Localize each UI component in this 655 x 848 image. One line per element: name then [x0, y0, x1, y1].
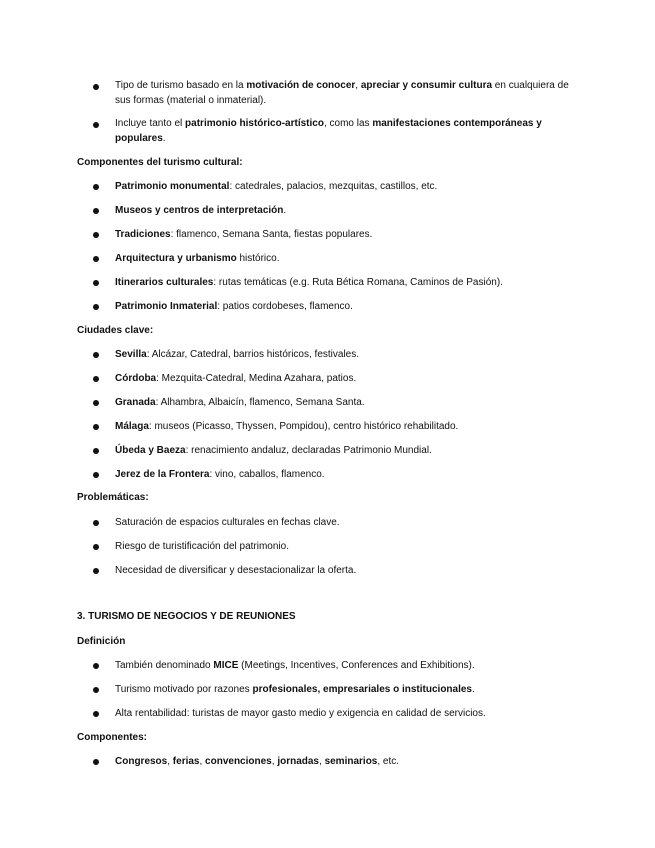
bold-text: Patrimonio monumental — [115, 181, 230, 192]
text-segment: : renacimiento andaluz, declaradas Patrimonio Mundial. — [185, 445, 432, 456]
section-heading-componentes-negocios: Componentes: — [77, 732, 147, 743]
bullet-icon — [93, 376, 99, 382]
bold-text: motivación de conocer — [246, 80, 356, 91]
text-segment: , etc. — [377, 756, 400, 767]
list-item — [115, 515, 585, 530]
bullet-icon — [93, 448, 99, 454]
list-item — [115, 658, 585, 673]
list-item — [115, 227, 585, 242]
text-segment: : rutas temáticas (e.g. Ruta Bética Romana, Caminos de Pasión). — [213, 277, 503, 288]
bold-text: profesionales, empresariales o institucionales — [252, 684, 472, 695]
bold-text: Úbeda y Baeza — [115, 445, 186, 456]
list-item — [115, 275, 585, 290]
bullet-icon — [93, 304, 99, 310]
bullet-icon — [93, 568, 99, 574]
text-segment: , como las — [323, 118, 373, 129]
list-item — [115, 443, 585, 458]
text-segment: , — [355, 80, 361, 91]
text-segment: . — [283, 205, 287, 216]
bullet-icon — [93, 711, 99, 717]
text-segment: , — [199, 756, 206, 767]
bold-text: Museos y centros de interpretación — [115, 205, 284, 216]
bold-text: apreciar y consumir cultura — [360, 80, 493, 91]
list-item — [115, 78, 585, 108]
bullet-icon — [93, 122, 99, 128]
text-segment: Turismo motivado por razones — [115, 684, 253, 695]
text-segment: Alta rentabilidad: turistas de mayor gasto medio y exigencia en calidad de servicios. — [115, 708, 486, 719]
list-item — [115, 682, 585, 697]
bullet-icon — [93, 759, 99, 765]
text-segment: . — [162, 133, 166, 144]
list-item — [115, 251, 585, 266]
text-segment: histórico. — [236, 253, 280, 264]
bullet-icon — [93, 280, 99, 286]
section-heading-ciudades: Ciudades clave: — [77, 325, 154, 336]
bold-text: patrimonio histórico-artístico — [185, 118, 324, 129]
text-segment: : Alhambra, Albaicín, flamenco, Semana Santa. — [155, 397, 365, 408]
bold-text: Córdoba — [115, 373, 157, 384]
text-segment: , — [271, 756, 278, 767]
list-item — [115, 467, 585, 482]
text-segment: Saturación de espacios culturales en fechas clave. — [115, 517, 340, 528]
section-heading-problematicas: Problemáticas: — [77, 492, 149, 503]
bullet-icon — [93, 472, 99, 478]
bullet-icon — [93, 400, 99, 406]
section-heading-componentes: Componentes del turismo cultural: — [77, 157, 243, 168]
list-item — [115, 754, 585, 769]
bullet-icon — [93, 208, 99, 214]
bold-text: convenciones — [205, 756, 272, 767]
bold-text: manifestaciones contemporáneas y populares — [115, 118, 542, 144]
text-segment: También denominado — [115, 660, 214, 671]
text-segment: , — [167, 756, 173, 767]
text-segment: Tipo de turismo basado en la — [115, 80, 247, 91]
section-3-title: 3. TURISMO DE NEGOCIOS Y DE REUNIONES — [77, 611, 296, 622]
bold-text: Congresos — [115, 756, 168, 767]
list-item — [115, 299, 585, 314]
bullet-icon — [93, 256, 99, 262]
bold-text: Tradiciones — [115, 229, 171, 240]
text-segment: , — [319, 756, 325, 767]
list-item — [115, 347, 585, 362]
section-heading-definicion: Definición — [77, 636, 126, 647]
bold-text: ferias — [172, 756, 200, 767]
text-segment: en cualquiera de sus formas (material o inmaterial). — [115, 80, 569, 106]
list-item — [115, 203, 585, 218]
bold-text: Patrimonio Inmaterial — [115, 301, 218, 312]
bullet-icon — [93, 352, 99, 358]
list-item — [115, 419, 585, 434]
bold-text: Sevilla — [115, 349, 147, 360]
text-segment: Riesgo de turistificación del patrimonio. — [115, 541, 289, 552]
bold-text: seminarios — [324, 756, 378, 767]
bold-text: Granada — [115, 397, 156, 408]
bullet-icon — [93, 687, 99, 693]
bullet-icon — [93, 544, 99, 550]
text-segment: Incluye tanto el — [115, 118, 186, 129]
bold-text: Málaga — [115, 421, 149, 432]
bold-text: jornadas — [277, 756, 319, 767]
list-item — [115, 116, 585, 146]
text-segment: : flamenco, Semana Santa, fiestas populares. — [170, 229, 373, 240]
list-item — [115, 563, 585, 578]
bold-text: Jerez de la Frontera — [115, 469, 210, 480]
bullet-icon — [93, 424, 99, 430]
bold-text: Arquitectura y urbanismo — [115, 253, 237, 264]
text-segment: Necesidad de diversificar y desestacionalizar la oferta. — [115, 565, 357, 576]
bold-text: MICE — [213, 660, 239, 671]
list-item — [115, 371, 585, 386]
bold-text: Itinerarios culturales — [115, 277, 214, 288]
list-item — [115, 539, 585, 554]
list-item — [115, 395, 585, 410]
bullet-icon — [93, 84, 99, 90]
text-segment: . — [472, 684, 475, 695]
bullet-icon — [93, 520, 99, 526]
bullet-icon — [93, 232, 99, 238]
bullet-icon — [93, 184, 99, 190]
list-item — [115, 179, 585, 194]
bullet-icon — [93, 663, 99, 669]
text-segment: : museos (Picasso, Thyssen, Pompidou), centro histórico rehabilitado. — [148, 421, 459, 432]
text-segment: : patios cordobeses, flamenco. — [217, 301, 353, 312]
text-segment: : catedrales, palacios, mezquitas, castillos, etc. — [229, 181, 438, 192]
text-segment: (Meetings, Incentives, Conferences and Exhibitions). — [238, 660, 475, 671]
text-segment: : Mezquita-Catedral, Medina Azahara, patios. — [156, 373, 357, 384]
text-segment: : vino, caballos, flamenco. — [209, 469, 325, 480]
list-item — [115, 706, 585, 721]
text-segment: : Alcázar, Catedral, barrios históricos, festivales. — [146, 349, 360, 360]
